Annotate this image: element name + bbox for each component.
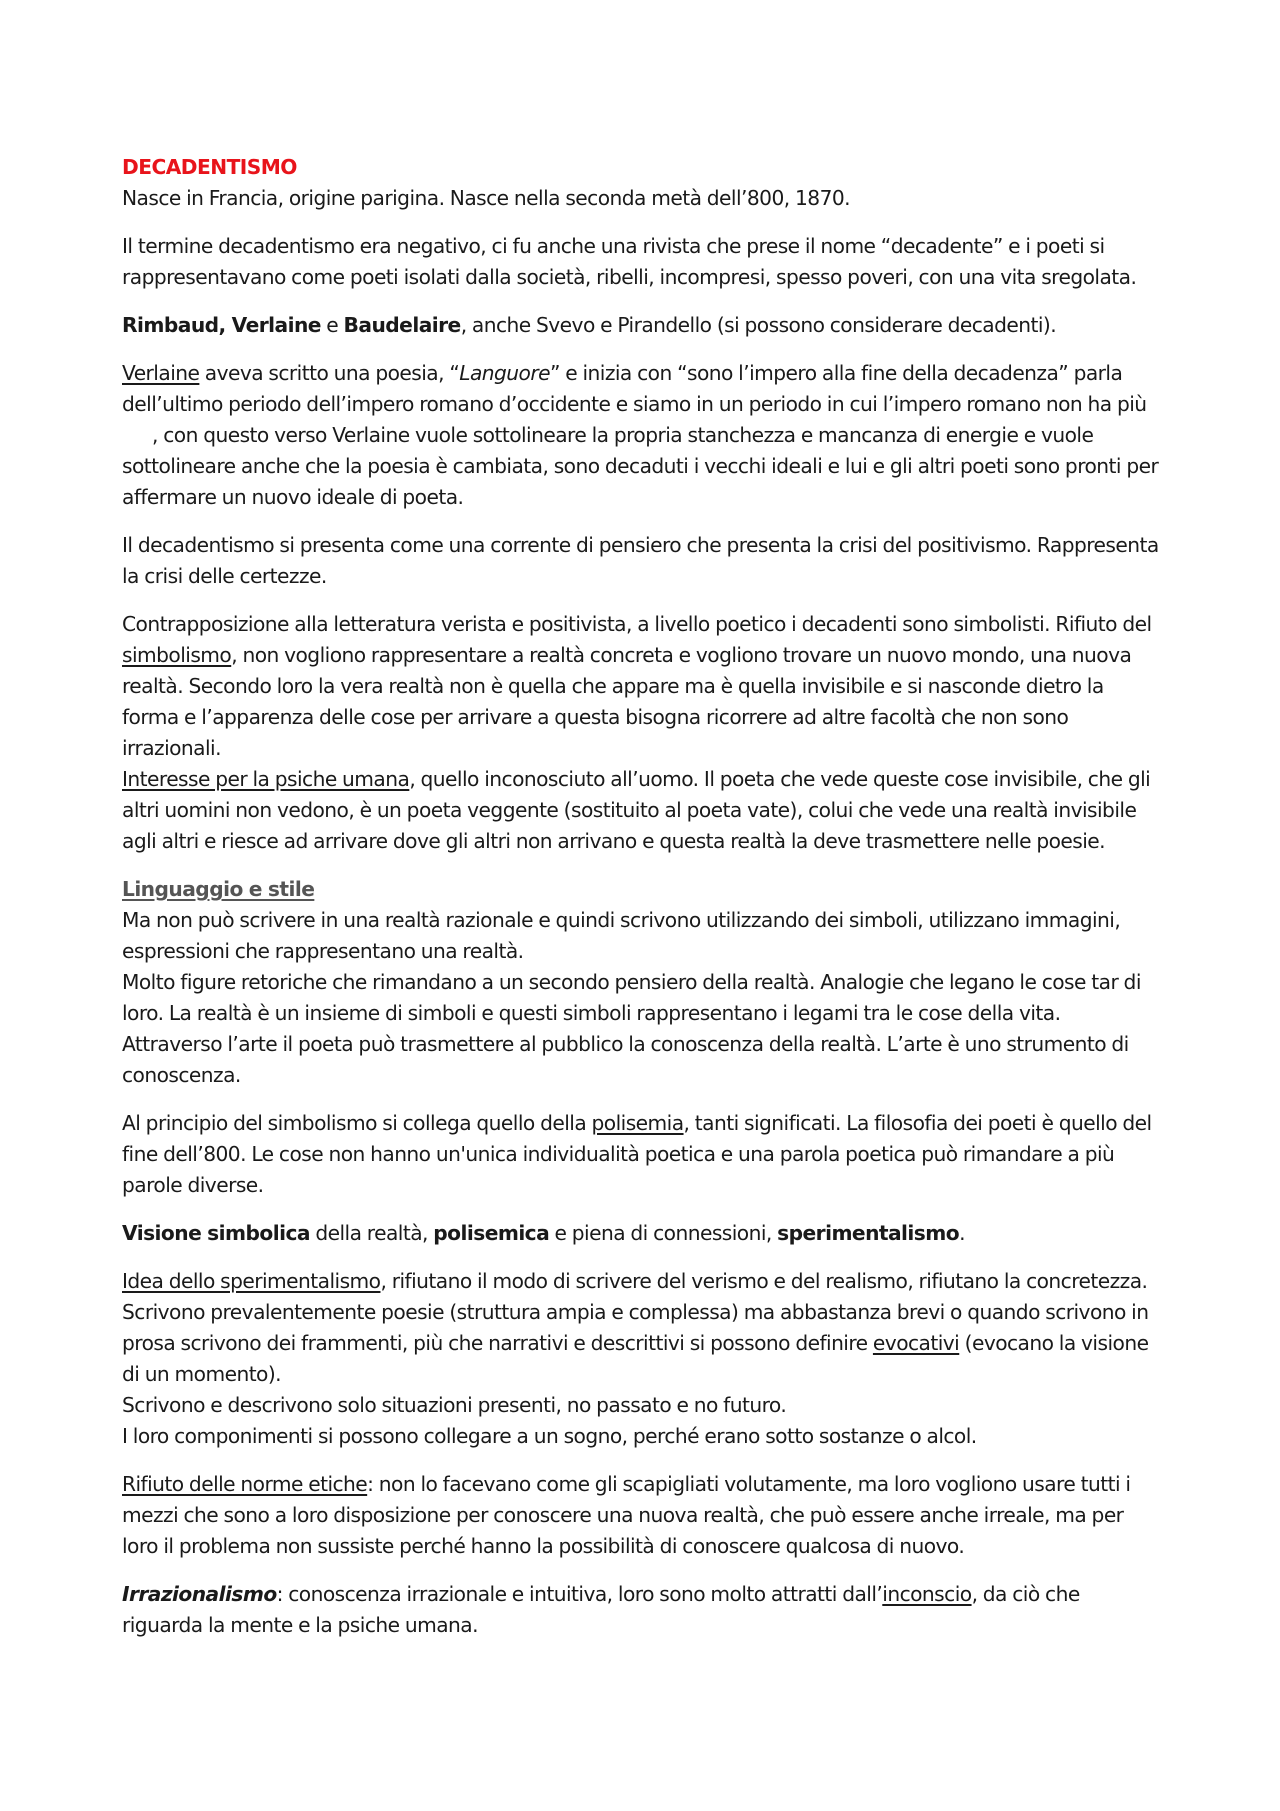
paragraph-origin: Nasce in Francia, origine parigina. Nasce nella seconda metà dell’800, 1870. bbox=[122, 186, 851, 210]
authors-bold-2: Baudelaire bbox=[343, 313, 461, 337]
paragraph-simboli: Ma non può scrivere in una realtà razionale e quindi scrivono utilizzando dei simboli, utilizzano immagini, espressioni che rappresentano una realtà. bbox=[122, 908, 1121, 963]
sperimentalismo-underlined: Idea dello sperimentalismo bbox=[122, 1269, 381, 1293]
irrazionalismo-text-1: : conoscenza irrazionale e intuitiva, loro sono molto attratti dall’ bbox=[276, 1582, 883, 1606]
paragraph-norme-etiche bbox=[122, 1469, 1162, 1562]
polisemia-text-2: , tanti significati. La filosofia dei poeti è quello del fine dell’800. Le cose non hanno un'unica individualità poetica e una parola poetica può rimandare a più parole diverse. bbox=[122, 1111, 1152, 1197]
authors-text-2: , anche Svevo e Pirandello (si possono considerare decadenti). bbox=[460, 313, 1057, 337]
evocativi-underlined: evocativi bbox=[872, 1331, 960, 1355]
paragraph-polisemia bbox=[122, 1108, 1162, 1201]
paragraph-sogno: I loro componimenti si possono collegare a un sogno, perché erano sotto sostanze o alcol. bbox=[122, 1424, 977, 1448]
visione-bold-2: polisemica bbox=[433, 1221, 550, 1245]
irrazionalismo-text-2: , da ciò che riguarda la mente e la psiche umana. bbox=[122, 1582, 1080, 1637]
paragraph-authors bbox=[122, 310, 1162, 341]
polisemia-text-1: Al principio del simbolismo si collega quello della bbox=[122, 1111, 592, 1135]
paragraph-figure-retoriche: Molto figure retoriche che rimandano a un secondo pensiero della realtà. Analogie che legano le cose tar di loro. La realtà è un insieme di simboli e questi simboli rappresentano i legami tra le cose della vita. Attraverso l’arte il poeta può trasmettere al pubblico la conoscenza della realtà. L’arte è uno strumento di conoscenza. bbox=[122, 970, 1141, 1087]
visione-bold-1: Visione simbolica bbox=[122, 1221, 310, 1245]
sperimentalismo-text-2: (evocano la visione di un momento). bbox=[122, 1331, 1149, 1386]
verlaine-text-2: ” e inizia con “sono l’impero alla fine della decadenza” parla dell’ultimo periodo dell’impero romano d’occidente e siamo in un periodo in cui l’impero romano non ha più bbox=[122, 361, 1147, 416]
section-heading-linguaggio: Linguaggio e stile bbox=[122, 877, 315, 901]
visione-text-2: e piena di connessioni, bbox=[549, 1221, 778, 1245]
paragraph-irrazionalismo bbox=[122, 1579, 1162, 1641]
paragraph-visione bbox=[122, 1218, 1162, 1249]
psiche-underlined: Interesse per la psiche umana bbox=[122, 767, 410, 791]
inconscio-underlined: inconscio bbox=[882, 1582, 972, 1606]
irrazionalismo-bold-italic: Irrazionalismo bbox=[122, 1582, 277, 1606]
paragraph-crisis: Il decadentismo si presenta come una corrente di pensiero che presenta la crisi del positivismo. Rappresenta la crisi delle certezze. bbox=[122, 533, 1159, 588]
verlaine-text-3: , con questo verso Verlaine vuole sottolineare la propria stanchezza e mancanza di energie e vuole sottolineare anche che la poesia è cambiata, sono decaduti i vecchi ideali e lui e gli altri poeti sono pronti per affermare un nuovo ideale di poeta. bbox=[122, 423, 1159, 509]
paragraph-verlaine bbox=[122, 358, 1162, 513]
visione-text-3: . bbox=[959, 1221, 965, 1245]
simbolismo-underlined: simbolismo bbox=[122, 643, 232, 667]
paragraph-contrapposizione bbox=[122, 609, 1162, 764]
paragraph-psiche bbox=[122, 764, 1162, 857]
paragraph-sperimentalismo bbox=[122, 1266, 1162, 1390]
authors-text-1: e bbox=[320, 313, 344, 337]
contra-text-2: , non vogliono rappresentare a realtà concreta e vogliono trovare un nuovo mondo, una nuova realtà. Secondo loro la vera realtà non è quella che appare ma è quella invisibile e si nasconde dietro la forma e l’apparenza delle cose per arrivare a questa bisogna ricorrere ad altre facoltà che non sono irrazionali. bbox=[122, 643, 1132, 760]
visione-text-1: della realtà, bbox=[309, 1221, 434, 1245]
contra-text-1: Contrapposizione alla letteratura verista e positivista, a livello poetico i decadenti sono simbolisti. Rifiuto del bbox=[122, 612, 1152, 636]
authors-bold-1: Rimbaud, Verlaine bbox=[122, 313, 321, 337]
sperimentalismo-text-1: , rifiutano il modo di scrivere del verismo e del realismo, rifiutano la concretezza. Scrivono prevalentemente poesie (struttura ampia e complessa) ma abbastanza brevi o quando scrivono in prosa scrivono dei frammenti, più che narrativi e descrittivi si possono definire bbox=[122, 1269, 1149, 1355]
paragraph-term: Il termine decadentismo era negativo, ci fu anche una rivista che prese il nome “decadente” e i poeti si rappresentavano come poeti isolati dalla società, ribelli, incompresi, spesso poveri, con una vita sregolata. bbox=[122, 234, 1137, 289]
polisemia-underlined: polisemia bbox=[591, 1111, 684, 1135]
paragraph-situazioni: Scrivono e descrivono solo situazioni presenti, no passato e no futuro. bbox=[122, 1393, 787, 1417]
psiche-text: , quello inconosciuto all’uomo. Il poeta che vede queste cose invisibile, che gli altri uomini non vedono, è un poeta veggente (sostituito al poeta vate), colui che vede una realtà invisibile agli altri e riesce ad arrivare dove gli altri non arrivano e questa realtà la deve trasmettere nelle poesie. bbox=[122, 767, 1151, 853]
verlaine-text-1: aveva scritto una poesia, “ bbox=[199, 361, 460, 385]
verlaine-underlined: Verlaine bbox=[122, 361, 200, 385]
languore-italic: Languore bbox=[459, 361, 550, 385]
document-title: DECADENTISMO bbox=[122, 155, 297, 179]
norme-underlined: Rifiuto delle norme etiche bbox=[122, 1472, 368, 1496]
visione-bold-3: sperimentalismo bbox=[777, 1221, 960, 1245]
norme-text: : non lo facevano come gli scapigliati volutamente, ma loro vogliono usare tutti i mezzi che sono a loro disposizione per conoscere una nuova realtà, che può essere anche irreale, ma per loro il problema non sussiste perché hanno la possibilità di conoscere qualcosa di nuovo. bbox=[122, 1472, 1131, 1558]
